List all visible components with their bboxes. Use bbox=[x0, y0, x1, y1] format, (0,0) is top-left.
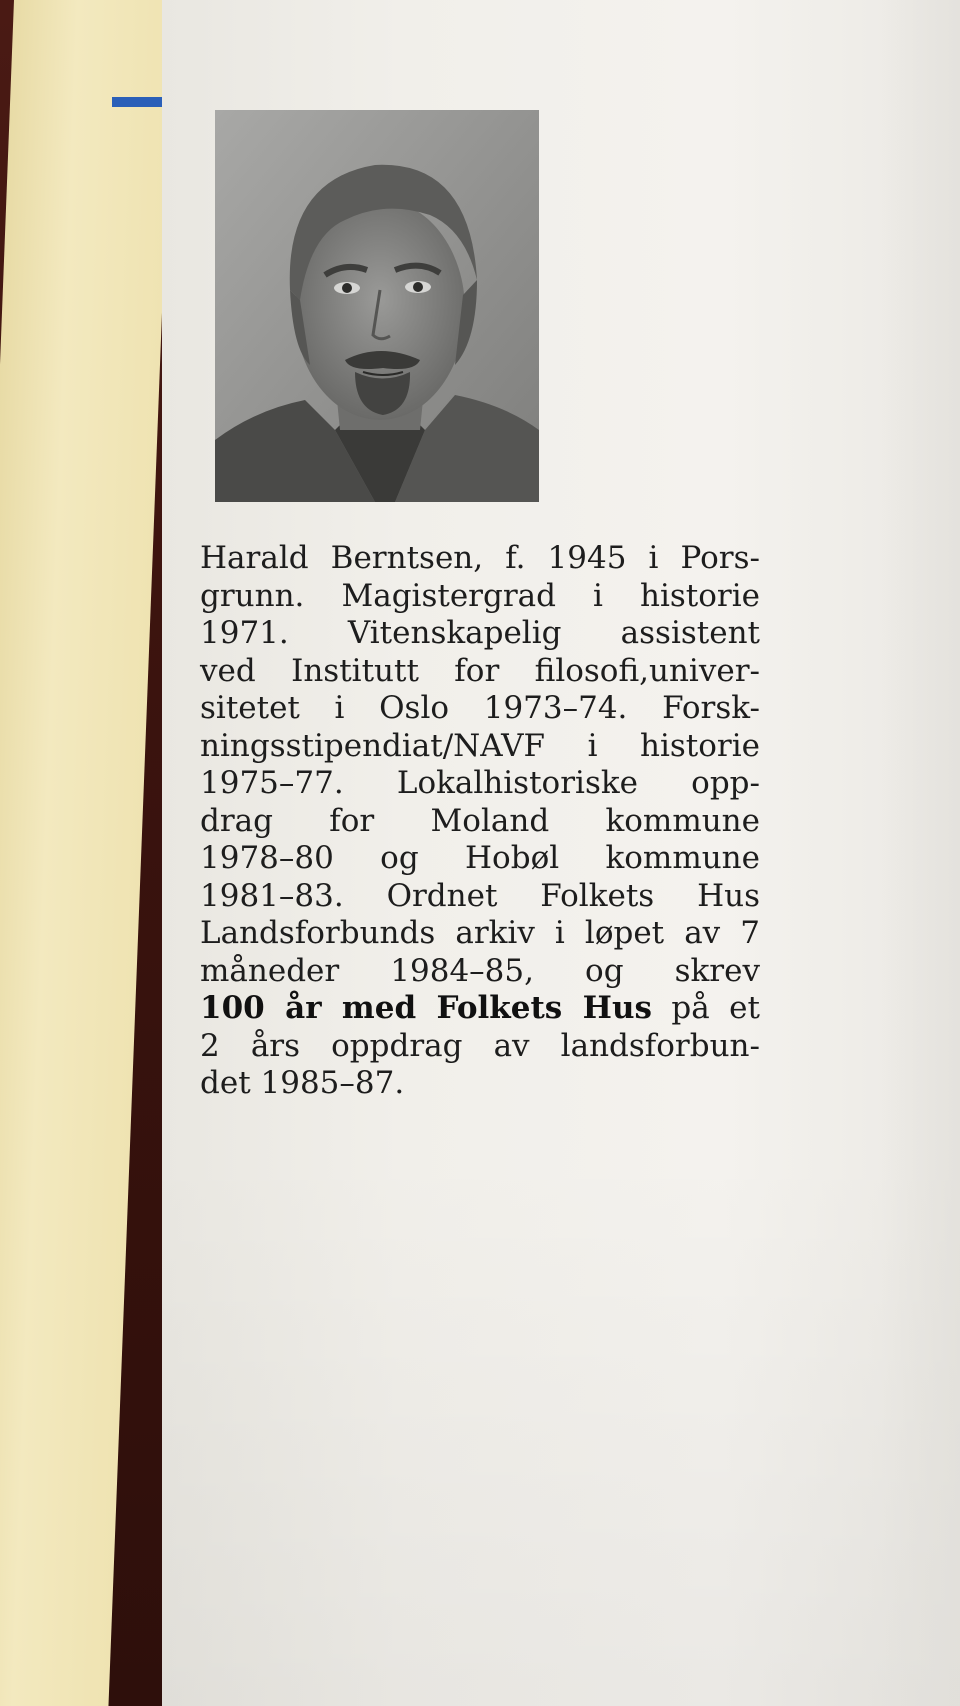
author-portrait bbox=[215, 110, 539, 502]
flap-shadow bbox=[162, 1150, 960, 1706]
bio-line: grunn. Magistergrad i historie bbox=[200, 577, 760, 614]
book-title: 100 år med Folkets Hus bbox=[200, 990, 652, 1026]
blue-stripe bbox=[112, 97, 168, 107]
bio-final-line: det 1985–87. bbox=[200, 1065, 405, 1101]
bio-line: 1978–80 og Hobøl kommune bbox=[200, 840, 760, 876]
bio-line: ningsstipendiat/NAVF i historie bbox=[200, 727, 760, 764]
bio-line: 1981–83. Ordnet Folkets Hus bbox=[200, 877, 760, 914]
bio-line: ved Institutt for filosofi,univer- bbox=[200, 652, 760, 689]
bio-line: 1975–77. Lokalhistoriske opp- bbox=[200, 765, 760, 801]
bio-title-line bbox=[200, 990, 760, 1028]
book-spine-edge bbox=[0, 0, 174, 1706]
bio-line: 2 års oppdrag av landsforbun- bbox=[200, 1027, 760, 1064]
flap-fold-edge bbox=[880, 0, 960, 1706]
bio-line: drag for Moland kommune bbox=[200, 802, 760, 839]
bio-line: måneder 1984–85, og skrev bbox=[200, 952, 760, 989]
bio-line: Harald Berntsen, f. 1945 i Pors- bbox=[200, 540, 760, 576]
portrait-image bbox=[215, 110, 539, 502]
author-bio bbox=[200, 540, 760, 1103]
bio-line: 1971. Vitenskapelig assistent bbox=[200, 615, 760, 651]
bio-line: Landsforbunds arkiv i løpet av 7 bbox=[200, 915, 760, 951]
bio-line: sitetet i Oslo 1973–74. Forsk- bbox=[200, 690, 760, 726]
bio-title-line-rest: på et bbox=[651, 990, 760, 1026]
